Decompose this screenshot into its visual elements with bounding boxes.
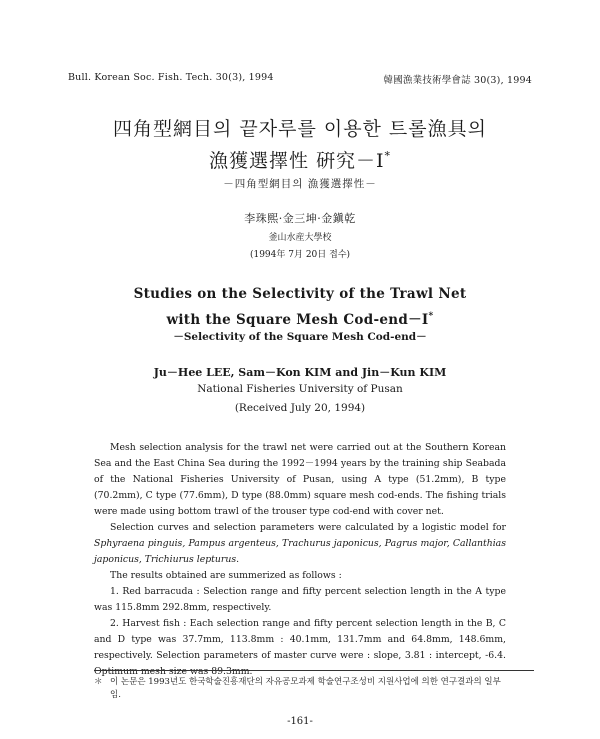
korean-title-footnote-mark: * [384,149,392,163]
abstract-paragraph-3: The results obtained are summerized as follows : [110,570,342,581]
footnote-divider [94,670,534,671]
english-title-footnote-mark: * [428,311,434,322]
korean-received-date: (1994年 7月 20日 접수) [249,250,351,260]
footnote-mark: ＊ [94,677,103,687]
species-list: Sphyraena pinguis, Pampus argenteus, Trachurus japonicus, Pagrus major, Callanthias japonicus, Trichiurus lepturus [94,538,506,565]
english-affiliation: National Fisheries University of Pusan [197,383,403,395]
page-number: -161- [287,716,313,727]
abstract-paragraph-2 [94,520,506,568]
english-subtitle: －Selectivity of the Square Mesh Cod-end－ [173,331,427,343]
korean-title-line1: 四角型網目의 끝자루를 이용한 트롤漁具의 [112,118,487,140]
abstract [94,440,506,680]
korean-title-line2-text: 漁獲選擇性 硏究－Ⅰ [208,150,385,172]
english-title-line2-text: with the Square Mesh Cod-end－Ⅰ [166,312,429,328]
footnote [94,676,506,702]
english-title-line1: Studies on the Selectivity of the Trawl Net [133,286,467,302]
korean-title-line2 [0,146,600,173]
korean-affiliation: 釜山水産大學校 [268,233,332,243]
abstract-paragraph-2-text: Selection curves and selection parameters were calculated by a logistic model for [110,522,506,533]
korean-subtitle: －四角型網目의 漁獲選擇性－ [223,178,377,190]
english-authors: Ju－Hee LEE, Sam－Kon KIM and Jin－Kun KIM [153,366,447,379]
english-received-date: (Received July 20, 1994) [234,402,366,414]
abstract-paragraph-2-end: . [236,554,240,565]
journal-citation-english: Bull. Korean Soc. Fish. Tech. 30(3), 1994 [68,72,274,83]
journal-citation-korean: 韓國漁業技術學會誌 30(3), 1994 [383,75,532,86]
english-title-line2 [0,308,600,328]
korean-authors: 李珠熙·金三坤·金鎭乾 [244,212,356,225]
running-header [68,72,532,86]
footnote-text: 이 논문은 1993년도 한국학술진흥재단의 자유공모과제 학술연구조성비 지원사업에 의한 연구결과의 일부임. [110,677,501,700]
result-item-2: 2. Harvest fish : Each selection range and fifty percent selection length in the B, C and D type was 37.7mm, 113.8mm : 40.1mm, 131.7mm and 64.8mm, 148.6mm, respectively. Selection parameters of master curve were : slope, 3.81 : intercept, -6.4. Optimum mesh size was 89.3mm. [94,618,506,677]
result-item-1: 1. Red barracuda : Selection range and fifty percent selection length in the A type was 115.8mm 292.8mm, respectively. [94,586,506,613]
abstract-paragraph-1: Mesh selection analysis for the trawl net were carried out at the Southern Korean Sea and the East China Sea during the 1992－1994 years by the training ship Seabada of the National Fisheries University of Pusan, using A type (51.2mm), B type (70.2mm), C type (77.6mm), D type (88.0mm) square mesh cod-ends. The fishing trials were made using bottom trawl of the trouser type cod-end with cover net. [94,442,506,517]
